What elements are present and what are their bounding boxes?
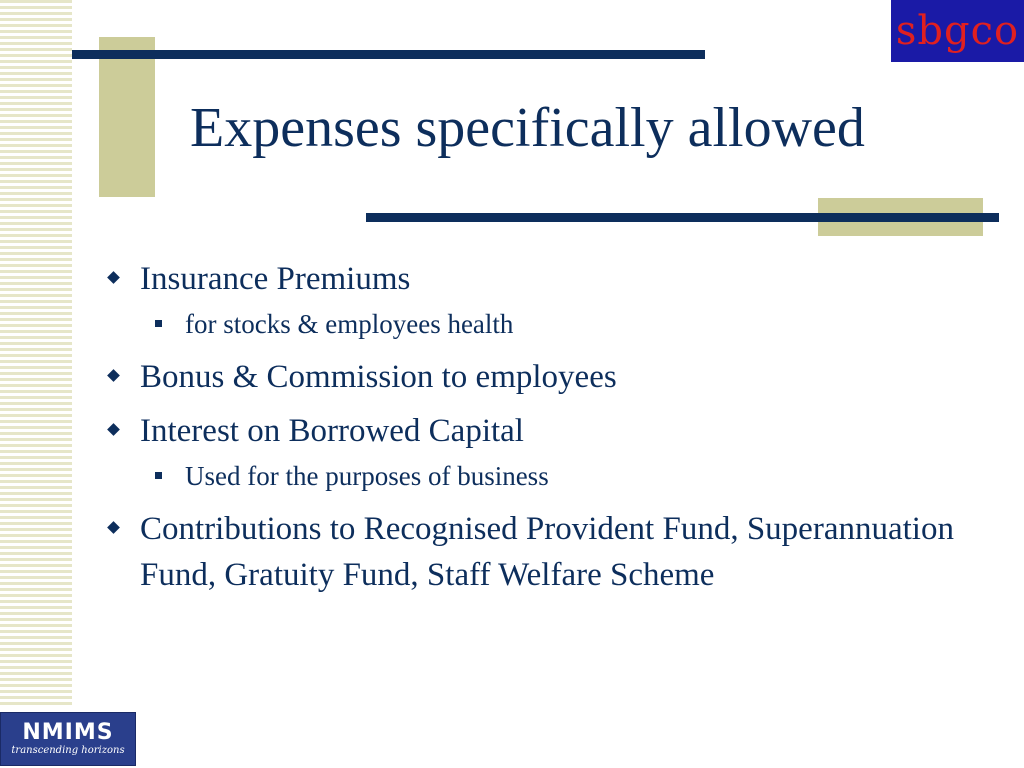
bullet-item <box>108 408 988 454</box>
bullet-text: Insurance Premiums <box>140 261 411 297</box>
sub-bullet-item <box>108 458 988 494</box>
slide-title: Expenses specifically allowed <box>190 97 865 159</box>
title-rule-top <box>72 50 705 59</box>
bullet-item <box>108 256 988 302</box>
bullet-item <box>108 506 988 598</box>
sub-bullet-text: for stocks & employees health <box>185 309 514 339</box>
diamond-bullet-icon <box>107 521 120 534</box>
brand-text: sbgco <box>895 8 1020 54</box>
sub-bullet-text: Used for the purposes of business <box>185 461 549 491</box>
diamond-bullet-icon <box>107 369 120 382</box>
decorative-block-left <box>99 37 155 197</box>
bullet-text: Contributions to Recognised Provident Fund, Superannuation Fund, Gratuity Fund, Staff Welfare Scheme <box>140 511 954 593</box>
decorative-stripes <box>0 0 72 705</box>
bullet-item <box>108 354 988 400</box>
bullet-text: Interest on Borrowed Capital <box>140 413 524 449</box>
bullet-list <box>108 256 988 606</box>
brand-logo <box>891 0 1024 62</box>
square-bullet-icon <box>155 472 162 479</box>
bullet-text: Bonus & Commission to employees <box>140 359 617 395</box>
diamond-bullet-icon <box>107 271 120 284</box>
logo-name: NMIMS <box>22 720 114 745</box>
logo-tagline: transcending horizons <box>11 745 125 756</box>
title-rule-bottom <box>366 213 999 222</box>
square-bullet-icon <box>155 320 162 327</box>
sub-bullet-item <box>108 306 988 342</box>
nmims-logo <box>0 712 136 766</box>
diamond-bullet-icon <box>107 423 120 436</box>
